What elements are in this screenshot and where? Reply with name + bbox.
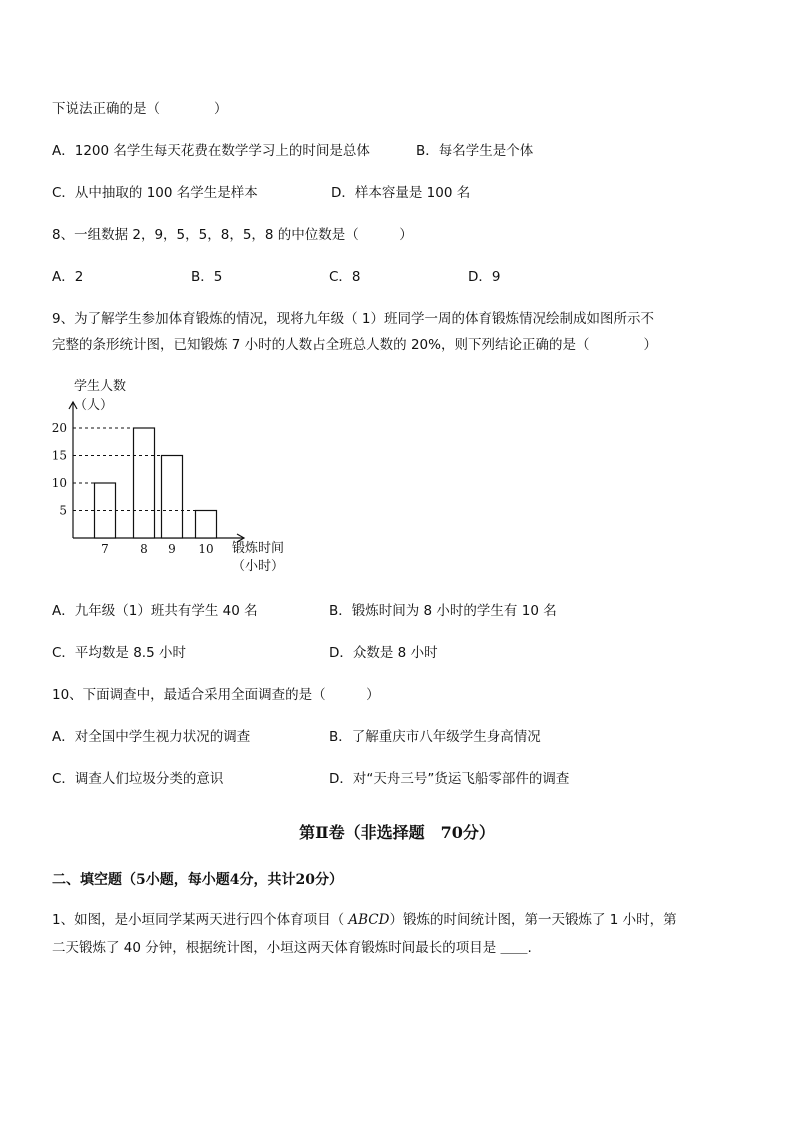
bar xyxy=(196,511,217,539)
q9-option-c: C．平均数是 8.5 小时 xyxy=(52,645,186,661)
q9-stem-line2: 完整的条形统计图，已知锻炼 7 小时的人数占全班总人数的 20%，则下列结论正确的是（ ） xyxy=(52,337,657,353)
y-tick-label: 5 xyxy=(59,503,67,518)
q8-option-b: B．5 xyxy=(191,269,223,285)
y-tick-label: 20 xyxy=(51,421,67,435)
q10-stem: 10、下面调查中，最适合采用全面调查的是（ ） xyxy=(52,687,380,703)
x-tick-label: 10 xyxy=(198,542,214,556)
x-tick-label: 7 xyxy=(101,542,109,556)
q9-option-a: A．九年级（1）班共有学生 40 名 xyxy=(52,603,258,619)
q7-stem-tail: 下说法正确的是（ ） xyxy=(52,101,228,117)
q9-option-d: D．众数是 8 小时 xyxy=(329,645,438,661)
q10-option-a: A．对全国中学生视力状况的调查 xyxy=(52,729,251,745)
fill1-line1-ital: ABCD xyxy=(348,912,390,928)
q8-option-d: D．9 xyxy=(468,269,501,285)
bar xyxy=(134,428,155,538)
x-tick-label: 8 xyxy=(140,542,148,556)
q7-option-c: C．从中抽取的 100 名学生是样本 xyxy=(52,185,258,201)
bar xyxy=(162,456,183,539)
x-axis-label-line2: （小时） xyxy=(232,559,285,574)
y-axis-label-line1: 学生人数 xyxy=(74,379,127,394)
q10-option-b: B．了解重庆市八年级学生身高情况 xyxy=(329,729,541,745)
q7-option-b: B．每名学生是个体 xyxy=(416,143,534,159)
y-tick-label: 10 xyxy=(51,476,67,490)
bar-chart-svg xyxy=(46,376,306,581)
fill1-line1-post: ）锻炼的时间统计图，第一天锻炼了 1 小时，第 xyxy=(389,912,677,928)
fill1-line1 xyxy=(52,911,677,929)
q8-option-a: A．2 xyxy=(52,269,84,285)
q10-option-d: D．对“天舟三号”货运飞船零部件的调查 xyxy=(329,771,570,787)
bar-chart xyxy=(46,376,306,581)
x-tick-label: 9 xyxy=(168,542,176,556)
q10-option-c: C．调查人们垃圾分类的意识 xyxy=(52,771,224,787)
q7-option-d: D．样本容量是 100 名 xyxy=(331,185,471,201)
q8-stem: 8、一组数据 2，9，5，5，8，5，8 的中位数是（ ） xyxy=(52,227,413,243)
fill1-line2: 二天锻炼了 40 分钟，根据统计图，小垣这两天体育锻炼时间最长的项目是 ＿＿. xyxy=(52,940,532,956)
y-tick-label: 15 xyxy=(51,448,67,463)
q7-option-a: A．1200 名学生每天花费在数学学习上的时间是总体 xyxy=(52,143,370,159)
x-axis-label-line1: 锻炼时间 xyxy=(232,541,285,556)
section-heading: 二、填空题（5小题，每小题4分，共计20分） xyxy=(52,872,343,888)
fill1-line1-pre: 1、如图，是小垣同学某两天进行四个体育项目（ xyxy=(52,912,349,928)
q8-option-c: C．8 xyxy=(329,269,361,285)
q9-stem-line1: 9、为了解学生参加体育锻炼的情况，现将九年级（ 1）班同学一周的体育锻炼情况绘制成如图所示不 xyxy=(52,311,654,327)
part2-title: 第Ⅱ卷（非选择题 70分） xyxy=(299,823,495,842)
q9-option-b: B．锻炼时间为 8 小时的学生有 10 名 xyxy=(329,603,557,619)
y-axis-label-line2: （人） xyxy=(74,398,114,413)
